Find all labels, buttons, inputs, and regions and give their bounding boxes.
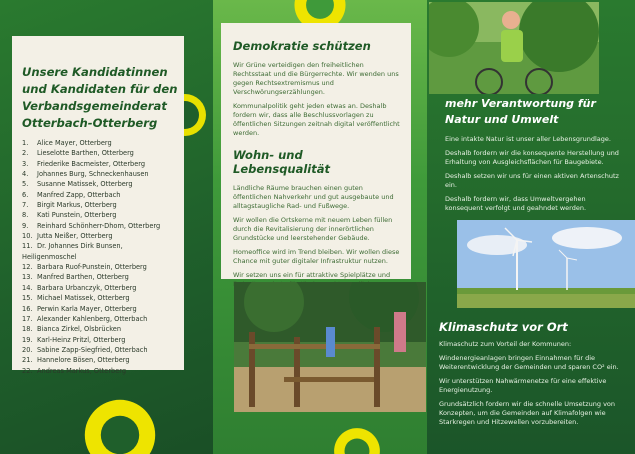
sunflower-icon [331, 425, 383, 454]
cyclist-photo [429, 2, 599, 94]
heading-climate: Klimaschutz vor Ort [439, 320, 568, 334]
candidate-item: 1. Alice Mayer, Otterberg [22, 139, 112, 147]
paragraph: Windenergieanlagen bringen Einnahmen für die Weiterentwicklung der Gemeinden und sparen CO² ein. [439, 354, 619, 371]
candidate-item: 20. Sabine Zapp-Siegfried, Otterbach [22, 345, 148, 354]
paragraph: Klimaschutz zum Vorteil der Kommunen: [439, 340, 572, 348]
candidate-item: 21. Hannelore Bösen, Otterberg [22, 356, 130, 365]
candidate-item: 5. Susanne Matissek, Otterberg [22, 180, 133, 189]
paragraph: Deshalb setzen wir uns für einen aktiven Artenschutz ein. [445, 172, 619, 189]
panel-democracy [213, 0, 427, 454]
candidates-list [22, 138, 178, 376]
playground-photo [234, 282, 426, 412]
paragraph: Deshalb fordern wir die konsequente Herstellung und Erhaltung von Ausgleichsflächen für Baugebiete. [445, 149, 619, 166]
candidate-item: 15. Michael Matissek, Otterberg [22, 294, 130, 303]
nature-section [445, 96, 625, 218]
paragraph: Deshalb fordern wir, dass Umweltvergehen konsequent verfolgt und geahndet werden. [445, 195, 587, 212]
candidate-item: 14. Barbara Urbanczyk, Otterberg [22, 283, 137, 292]
candidate-item: 9. Reinhard Schönherr-Dhom, Otterberg [22, 221, 161, 230]
candidate-item: 13. Manfred Barthen, Otterberg [22, 273, 129, 282]
candidates-card [12, 36, 184, 375]
paragraph: Grundsätzlich fordern wir die schnelle Umsetzung von Konzepten, um die Gemeinden auf Klimafolgen wie Starkregen und Hitzewellen vorzubereiten. [439, 400, 616, 426]
paragraph: Wir wollen die Ortskerne mit neuem Leben füllen durch die Revitalisierung der innerörtlichen Grundstücke und leerstehender Gebäude. [233, 216, 393, 242]
candidate-item: 22. Andreas Markus, Otterberg [22, 366, 127, 375]
climate-section [439, 320, 629, 432]
candidate-item: 3. Friederike Bacmeister, Otterberg [22, 159, 146, 168]
candidate-item: 7. Birgit Markus, Otterberg [22, 201, 117, 210]
paragraph: Eine intakte Natur ist unser aller Lebensgrundlage. [445, 135, 611, 143]
paragraph: Wir setzen uns ein für attraktive Spielplätze und [233, 271, 391, 279]
democracy-card [221, 23, 411, 279]
candidate-item: 4. Johannes Burg, Schneckenhausen [22, 170, 149, 179]
paragraph: Wir unterstützen Nahwärmenetze für eine effektive Energienutzung. [439, 377, 607, 394]
windturbine-photo [457, 220, 635, 308]
sunflower-icon [80, 395, 160, 454]
paragraph: Kommunalpolitik geht jeden etwas an. Deshalb fordern wir, dass alle Beschlussvorlagen zu öffentlichen Sitzungen zeitnah digital veröffentlicht werden. [233, 102, 400, 137]
candidate-item: 10. Jutta Neißer, Otterberg [22, 232, 113, 241]
candidate-item: 11. Dr. Johannes Dirk Bunsen, Heiligenmoschel [22, 242, 123, 261]
panel-candidates [0, 0, 213, 454]
candidate-item: 16. Perwin Karla Mayer, Otterberg [22, 304, 137, 313]
candidates-title: Unsere Kandidatinnen und Kandidaten für den Verbandsgemeinderat Otterbach-Otterberg [22, 65, 178, 130]
heading-quality-of-life: Wohn- und Lebensqualität [233, 148, 331, 176]
paragraph: Homeoffice wird im Trend bleiben. Wir wollen diese Chance mit guter digitaler Infrastruktur nutzen. [233, 248, 400, 265]
candidate-item: 12. Barbara Ruof-Punstein, Otterberg [22, 263, 147, 272]
candidate-item: 6. Manfred Zapp, Otterbach [22, 190, 121, 199]
panel-environment [427, 0, 635, 454]
candidate-item: 17. Alexander Kahlenberg, Otterbach [22, 314, 148, 323]
candidate-item: 8. Kati Punstein, Otterberg [22, 211, 117, 220]
paragraph: Ländliche Räume brauchen einen guten öffentlichen Nahverkehr und gut ausgebaute und alltagstaugliche Rad- und Fußwege. [233, 184, 394, 210]
candidate-item: 19. Karl-Heinz Pritzl, Otterberg [22, 335, 126, 344]
candidate-item: 18. Bianca Zirkel, Olsbrücken [22, 325, 122, 334]
candidate-item: 2. Lieselotte Barthen, Otterberg [22, 149, 134, 158]
paragraph: Wir Grüne verteidigen den freiheitlichen Rechtsstaat und die Bürgerrechte. Wir wenden uns gegen Rechtsextremismus und Verschwörungserzählungen. [233, 61, 399, 96]
heading-democracy: Demokratie schützen [233, 39, 371, 53]
heading-nature: mehr Verantwortung für Natur und Umwelt [445, 97, 596, 126]
